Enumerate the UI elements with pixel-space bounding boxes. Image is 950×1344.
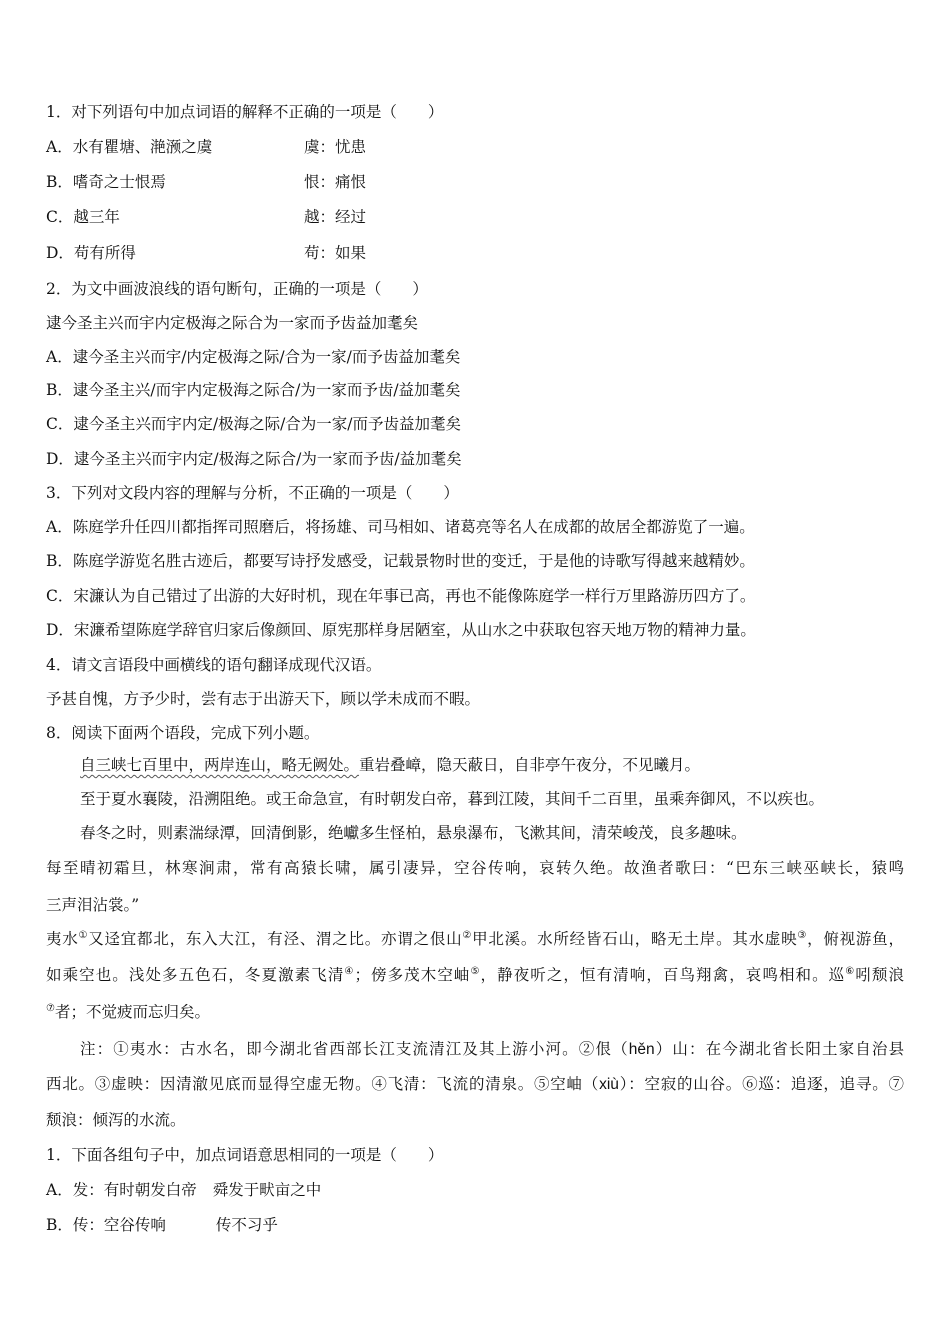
- notes-text: ）山：在今湖北省长阳土家自治县: [654, 1040, 904, 1058]
- footnote-ref-1: ①: [78, 929, 89, 941]
- footnote-ref-6: ⑥: [845, 965, 856, 977]
- question-3-option-b: B．陈庭学游览名胜古迹后，都要写诗抒发感受，记载景物时世的变迁，于是他的诗歌写得越来越精妙。: [46, 552, 755, 570]
- passage-2-line-2: [46, 965, 904, 985]
- passage-1-para-1: [80, 755, 700, 775]
- section-8-question-1-option-b: [46, 1215, 278, 1235]
- question-3-option-d: D．宋濂希望陈庭学辞官归家后像颜回、原宪那样身居陋室，从山水之中获取包容天地万物的精神力量。: [46, 621, 756, 639]
- p2-text: 夷水: [46, 930, 79, 948]
- section-8-question-1-option-a: [46, 1180, 321, 1200]
- section-8-question-1-stem: 1．下面各组句子中，加点词语意思相同的一项是（ ）: [46, 1146, 444, 1164]
- option-a-part-1: A．发：有时朝发白帝: [46, 1181, 197, 1199]
- footnote-ref-3: ③: [797, 929, 808, 941]
- question-4-stem: 4．请文言语段中画横线的语句翻译成现代汉语。: [46, 656, 382, 674]
- p2-text: ，静夜听之，恒有清响，百鸟翔禽，哀鸣相和。巡: [480, 966, 846, 984]
- option-d-sentence: D．苟有所得: [46, 244, 136, 262]
- question-2-option-a: A．逮今圣主兴而宇/内定极海之际/合为一家/而予齿益加耄矣: [46, 348, 461, 366]
- question-1-option-d: [46, 243, 367, 263]
- p2-text: ，俯视游鱼，: [807, 930, 904, 948]
- question-2-option-c: C．逮今圣主兴而宇内定/极海之际/合为一家/而予齿益加耄矣: [46, 415, 462, 433]
- passage-2-line-3: [46, 1002, 210, 1022]
- option-b-part-2: 传不习乎: [215, 1216, 278, 1234]
- question-3-option-a: A．陈庭学升任四川都指挥司照磨后，将扬雄、司马相如、诸葛亮等名人在成都的故居全都游览了一遍。: [46, 518, 755, 536]
- passage-1-para-3: 春冬之时，则素湍绿潭，回清倒影，绝巘多生怪柏，悬泉瀑布，飞漱其间，清荣峻茂，良多趣味。: [80, 824, 747, 842]
- footnote-ref-2: ②: [462, 929, 473, 941]
- p2-text: 如乘空也。浅处多五色石，冬夏激素飞清: [46, 966, 345, 984]
- notes-text: 西北。③虚映：因清澈见底而显得空虚无物。④飞清：飞流的清泉。⑤空岫（: [46, 1075, 600, 1093]
- wavy-underlined-sentence: 自三峡七百里中，两岸连山，略无阙处。: [80, 756, 360, 774]
- question-1-option-a: [46, 137, 367, 157]
- footnote-ref-5: ⑤: [470, 965, 481, 977]
- pinyin: xiù: [599, 1076, 619, 1093]
- option-a-part-2: 舜发于畎亩之中: [212, 1181, 322, 1199]
- option-a-sentence: A．水有瞿塘、滟滪之虞: [46, 138, 213, 156]
- passage-2-line-1: [46, 929, 904, 949]
- question-1-option-b: [46, 172, 367, 192]
- question-2-option-b: B．逮今圣主兴/而宇内定极海之际合/为一家而予齿/益加耄矣: [46, 381, 461, 399]
- p2-text: 吲颓浪: [855, 966, 904, 984]
- option-c-gloss: 越：经过: [304, 208, 367, 226]
- option-c-sentence: C．越三年: [46, 208, 120, 226]
- notes-line-1: [80, 1039, 904, 1060]
- question-3-stem: 3．下列对文段内容的理解与分析，不正确的一项是（ ）: [46, 484, 459, 502]
- question-2-source: 逮今圣主兴而宇内定极海之际合为一家而予齿益加耄矣: [46, 314, 419, 332]
- notes-text: ）：空寂的山谷。⑥巡：追逐，追寻。⑦: [618, 1075, 904, 1093]
- question-1-option-c: [46, 207, 367, 227]
- option-b-gloss: 恨：痛恨: [304, 173, 367, 191]
- question-4-sentence: 予甚自愧，方予少时，尝有志于出游天下，顾以学未成而不暇。: [46, 690, 481, 708]
- notes-line-2: [46, 1074, 904, 1095]
- p2-text: 者；不觉疲而忘归矣。: [54, 1003, 210, 1021]
- option-b-sentence: B．嗜奇之士恨焉: [46, 173, 166, 191]
- notes-line-3: 颓浪：倾泻的水流。: [46, 1111, 186, 1129]
- question-2-stem: 2．为文中画波浪线的语句断句，正确的一项是（ ）: [46, 280, 428, 298]
- p2-text: 又迳宜都北，东入大江，有泾、渭之比。亦谓之佷山: [88, 930, 463, 948]
- question-3-option-c: C．宋濂认为自己错过了出游的大好时机，现在年事已高，再也不能像陈庭学一样行万里路游历四方了。: [46, 587, 756, 605]
- p2-text: 甲北溪。水所经皆石山，略无土岸。其水虚映: [472, 930, 798, 948]
- passage-1-para-1-rest: 重岩叠嶂，隐天蔽日，自非亭午夜分，不见曦月。: [359, 756, 701, 774]
- footnote-ref-4: ④: [344, 965, 355, 977]
- question-2-option-d: D．逮今圣主兴而宇内定/极海之际合/为一家而予齿/益加耄矣: [46, 450, 462, 468]
- option-b-part-1: B．传：空谷传响: [46, 1216, 166, 1234]
- option-a-gloss: 虞：忧患: [304, 138, 367, 156]
- section-8-heading: 8．阅读下面两个语段，完成下列小题。: [46, 724, 320, 742]
- question-1-stem: 1．对下列语句中加点词语的解释不正确的一项是（ ）: [46, 103, 444, 121]
- notes-text: 注：①夷水：古水名，即今湖北省西部长江支流清江及其上游小河。②佷（: [80, 1040, 629, 1058]
- passage-1-para-2: 至于夏水襄陵，沿溯阻绝。或王命急宣，有时朝发白帝，暮到江陵，其间千二百里，虽乘奔御风，不以疾也。: [80, 790, 825, 808]
- footnote-ref-7: ⑦: [46, 1002, 55, 1014]
- passage-1-para-4-line-1: 每至晴初霜旦，林寒涧肃，常有高猿长啸，属引凄异，空谷传响，哀转久绝。故渔者歌曰：“巴东三峡巫峡长，猿鸣: [46, 859, 904, 877]
- pinyin: hěn: [628, 1041, 655, 1058]
- p2-text: ；傍多茂木空岫: [354, 966, 471, 984]
- option-d-gloss: 苟：如果: [304, 244, 367, 262]
- passage-1-para-4-line-2: 三声泪沾裳。”: [46, 896, 140, 914]
